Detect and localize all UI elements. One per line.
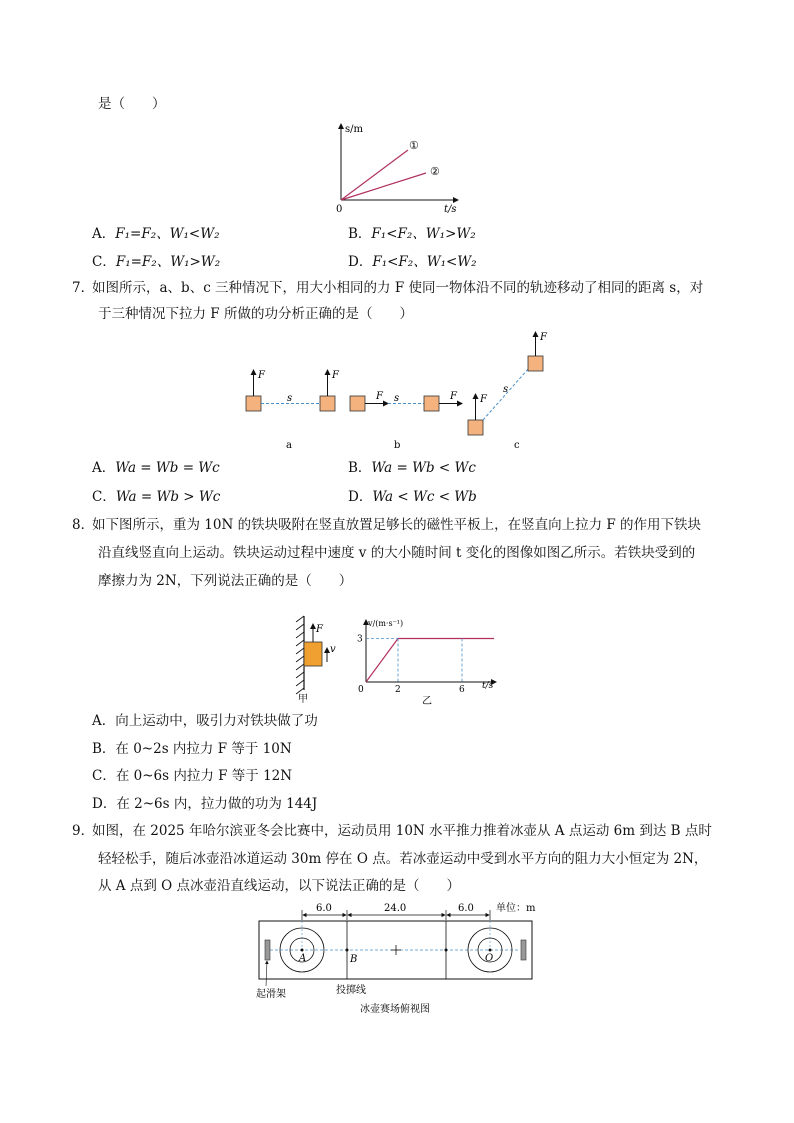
q8-chart-xtick-1: 2: [395, 685, 401, 695]
q6-graph: [326, 118, 466, 218]
q8-chart-xtick-0: 0: [358, 685, 364, 695]
q9-unit: 单位：m: [496, 903, 536, 914]
q8-iron-block: [304, 642, 322, 666]
q7-option-c[interactable]: C．Wa = Wb > Wc: [92, 489, 221, 505]
q8-number: 8．: [72, 517, 95, 533]
q7c-s: s: [503, 384, 509, 395]
q7c-f1: F: [480, 394, 487, 405]
q9-stem-line2: 轻轻松手，随后冰壶沿冰道运动 30m 停在 O 点。若冰壶运动中受到水平方向的阻力大小恒定为 2N，: [98, 851, 708, 867]
q7-stem-line2: 于三种情况下拉力 F 所做的功分析正确的是（ ）: [98, 306, 413, 322]
q8-stem-line3: 摩擦力为 2N，下列说法正确的是（ ）: [98, 573, 353, 589]
q7-option-d[interactable]: D．Wa < Wc < Wb: [348, 489, 477, 505]
q8-figure-jia: [290, 612, 350, 704]
q7b-s: s: [394, 393, 400, 404]
q8-option-b[interactable]: B．在 0~2s 内拉力 F 等于 10N: [92, 741, 292, 757]
q7a-block-start: [246, 396, 261, 411]
q7b-f2: F: [450, 391, 457, 402]
q8-chart-yi: [354, 616, 506, 708]
q7-caption-c: c: [514, 440, 520, 451]
q8-yi-label: 乙: [422, 696, 432, 707]
q6-option-c[interactable]: C．F₁=F₂、W₁>W₂: [92, 254, 221, 270]
q7b-f1: F: [376, 391, 383, 402]
q6-stem-tail: 是（ ）: [98, 96, 166, 112]
q8-stem-line2: 沿直线竖直向上运动。铁块运动过程中速度 v 的大小随时间 t 变化的图像如图乙所示。若铁块受到的: [98, 545, 696, 561]
q8-option-d[interactable]: D．在 2~6s 内，拉力做的功为 144J: [92, 796, 318, 812]
q8-wall-hatch: [296, 616, 304, 694]
q8-stem-line1: 如下图所示，重为 10N 的铁块吸附在竖直放置足够长的磁性平板上，在竖直向上拉力 F 的作用下铁块: [92, 517, 702, 533]
q7a-f2: F: [332, 370, 339, 381]
q7a-block-end: [320, 396, 335, 411]
q8-option-c[interactable]: C．在 0~6s 内拉力 F 等于 12N: [92, 768, 293, 784]
q8-jia-label: 甲: [298, 694, 308, 704]
q9-caption: 冰壶赛场俯视图: [360, 1004, 430, 1015]
q8-force-label: F: [316, 624, 323, 635]
q9-point-b: B: [350, 954, 358, 965]
q8-chart-xtick-2: 6: [459, 685, 465, 695]
q7a-f1: F: [258, 370, 265, 381]
q9-hack-right: [521, 940, 526, 960]
q7c-f2: F: [540, 332, 547, 343]
q9-dim1: 6.0: [316, 903, 332, 914]
q6-option-b[interactable]: B．F₁<F₂、W₁>W₂: [348, 226, 476, 242]
q8-chart-series-v: [366, 639, 494, 683]
q9-label-hack: 起滑架: [256, 989, 286, 1000]
q9-number: 9．: [72, 823, 95, 839]
q9-dim2: 24.0: [384, 903, 407, 914]
q6-line1-label: ①: [409, 139, 419, 152]
q9-point-o: O: [485, 953, 494, 964]
q8-option-a[interactable]: A．向上运动中，吸引力对铁块做了功: [92, 713, 318, 729]
q8-chart-ylabel: v/(m·s⁻¹): [368, 619, 404, 628]
q7-caption-b: b: [394, 440, 401, 451]
q9-dim3: 6.0: [458, 903, 474, 914]
q7-caption-a: a: [286, 440, 292, 451]
q7c-block-end: [528, 356, 543, 371]
q7-number: 7．: [72, 280, 95, 296]
q7-option-b[interactable]: B．Wa = Wb < Wc: [348, 460, 476, 476]
q8-chart-xlabel: t/s: [482, 681, 494, 691]
q8-chart-ytick-0: 3: [357, 634, 363, 645]
q9-hack-left: [265, 940, 270, 960]
q7b-block-end: [424, 396, 439, 411]
q6-option-a[interactable]: A．F₁=F₂、W₁<W₂: [92, 226, 220, 242]
q7b-block-start: [350, 396, 365, 411]
q9-label-hog-line: 投掷线: [336, 985, 366, 996]
q7-figure: [236, 326, 556, 454]
q7a-s: s: [287, 393, 293, 404]
q9-stem-line3: 从 A 点到 O 点冰壶沿直线运动，以下说法正确的是（ ）: [98, 878, 460, 894]
q6-line-1: [341, 150, 408, 200]
q9-stem-line1: 如图，在 2025 年哈尔滨亚冬会比赛中，运动员用 10N 水平推力推着冰壶从 A 点运动 6m 到达 B 点时: [92, 823, 712, 839]
q8-velocity-label: v: [330, 644, 336, 655]
q9-point-a: A: [299, 953, 307, 964]
q6-origin: 0: [336, 204, 343, 215]
q6-line2-label: ②: [430, 165, 440, 178]
q7c-block-start: [468, 420, 483, 435]
q6-option-d[interactable]: D．F₁<F₂、W₁<W₂: [348, 254, 477, 270]
q6-x-label: t/s: [444, 204, 457, 215]
q7-stem-line1: 如图所示，a、b、c 三种情况下，用大小相同的力 F 使同一物体沿不同的轨迹移动了相同的距离 s，对: [92, 280, 704, 296]
q6-y-label: s/m: [345, 124, 363, 135]
q7-option-a[interactable]: A．Wa = Wb = Wc: [92, 460, 220, 476]
q6-line-2: [341, 173, 426, 200]
q9-figure: [250, 900, 550, 1018]
